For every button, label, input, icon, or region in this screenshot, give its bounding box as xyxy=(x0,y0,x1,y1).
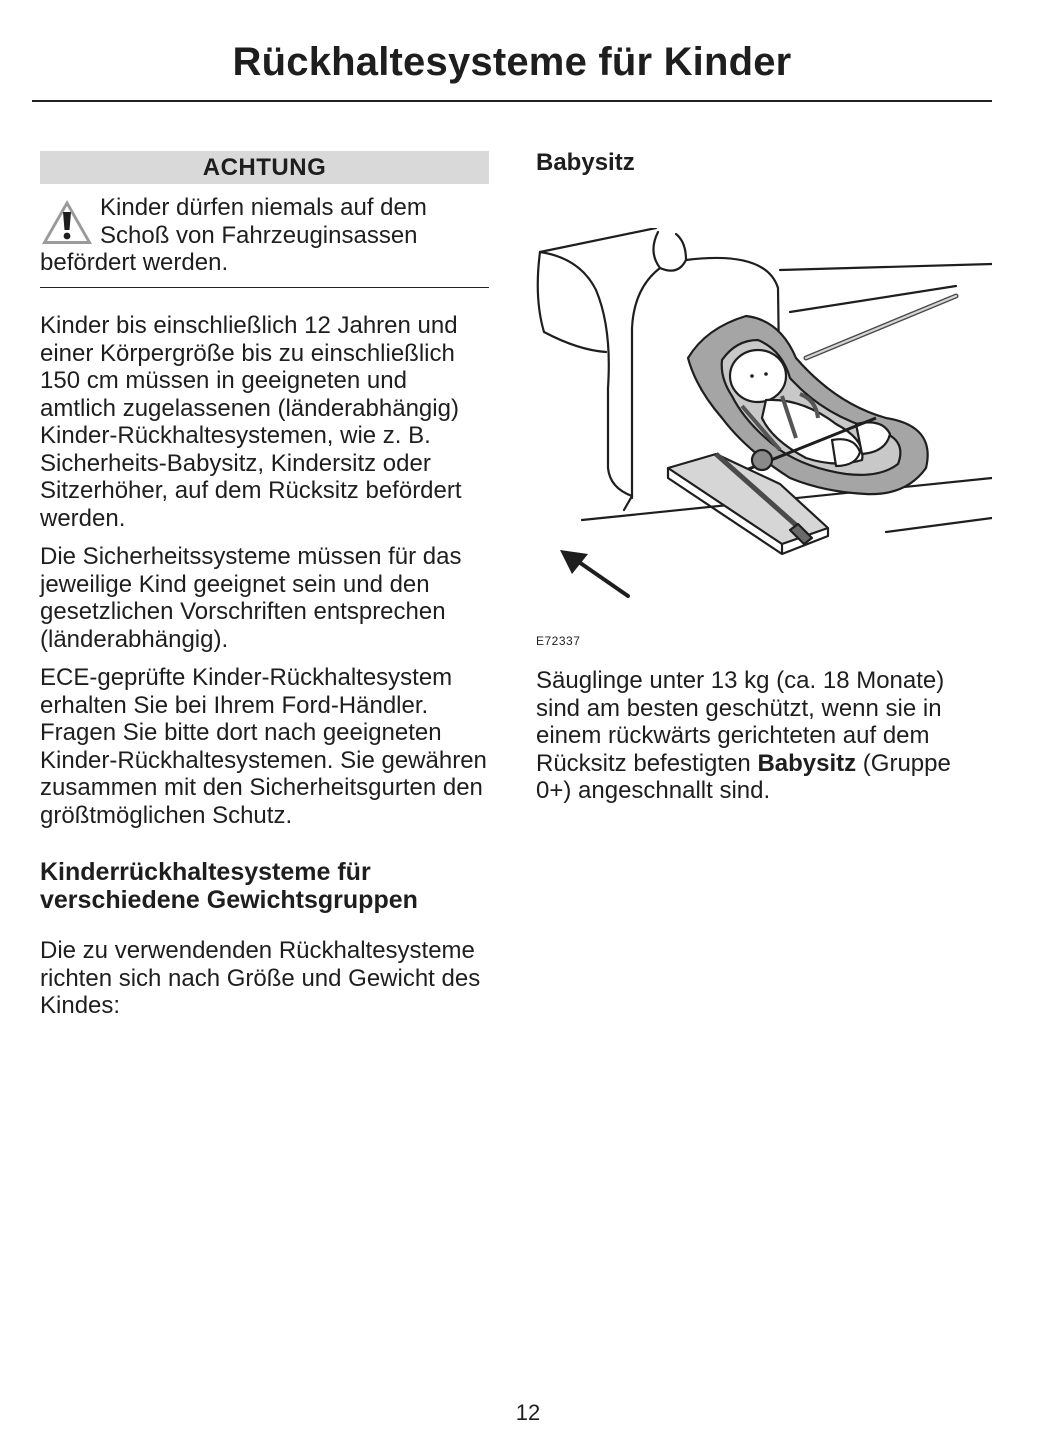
page-title: Rückhaltesysteme für Kinder xyxy=(232,40,792,84)
babysitz-text-bold: Babysitz xyxy=(757,749,857,777)
babysitz-text-prefix: Säuglinge unter 13 kg (ca. 18 Monate) sind am besten geschützt, wenn sie in einem rückwärts gerichteten auf dem Rücksitz befestigten xyxy=(536,667,945,777)
figure-code: E72337 xyxy=(536,634,581,648)
babysitz-heading: Babysitz xyxy=(536,149,635,176)
warning-box xyxy=(40,194,489,277)
warning-triangle-icon xyxy=(40,197,94,247)
paragraph-age-limits: Kinder bis einschließlich 12 Jahren und einer Körpergröße bis zu einschließlich 150 cm müssen in geeigneten und amtlich zugelassenen (länderabhängig) Kinder-Rückhaltesystemen, wie z. B. Sicherheits-Babysitz, Kindersitz oder Sitzerhöher, auf dem Rücksitz befördert werden. xyxy=(40,312,462,532)
subheading-weight-groups: Kinderrückhaltesysteme für verschiedene Gewichtsgruppen xyxy=(40,858,418,914)
page-number: 12 xyxy=(515,1400,541,1425)
warning-heading: ACHTUNG xyxy=(40,151,489,184)
title-divider xyxy=(32,100,992,102)
right-column xyxy=(536,146,992,804)
warning-text: Kinder dürfen niemals auf dem Schoß von Fahrzeuginsassen befördert werden. xyxy=(40,194,427,276)
warning-divider xyxy=(40,287,489,289)
left-column xyxy=(40,151,489,1020)
babysitz-illustration xyxy=(536,228,992,648)
paragraph-ece-dealer: ECE-geprüfte Kinder-Rückhaltesystem erhalten Sie bei Ihrem Ford-Händler. Fragen Sie bitte dort nach geeigneten Kinder-Rückhaltesystemen. Sie gewähren zusammen mit den Sicherheitsgurten den größtmöglichen Schutz. xyxy=(40,664,487,829)
paragraph-babysitz xyxy=(536,667,992,805)
paragraph-size-weight: Die zu verwendenden Rückhaltesysteme richten sich nach Größe und Gewicht des Kindes: xyxy=(40,937,481,1019)
babysitz-text-suffix: (Gruppe 0+) angeschnallt sind. xyxy=(536,749,951,804)
paragraph-safety-systems: Die Sicherheitssysteme müssen für das jeweilige Kind geeignet sein und den gesetzlichen Vorschriften entsprechen (länderabhängig). xyxy=(40,543,462,653)
